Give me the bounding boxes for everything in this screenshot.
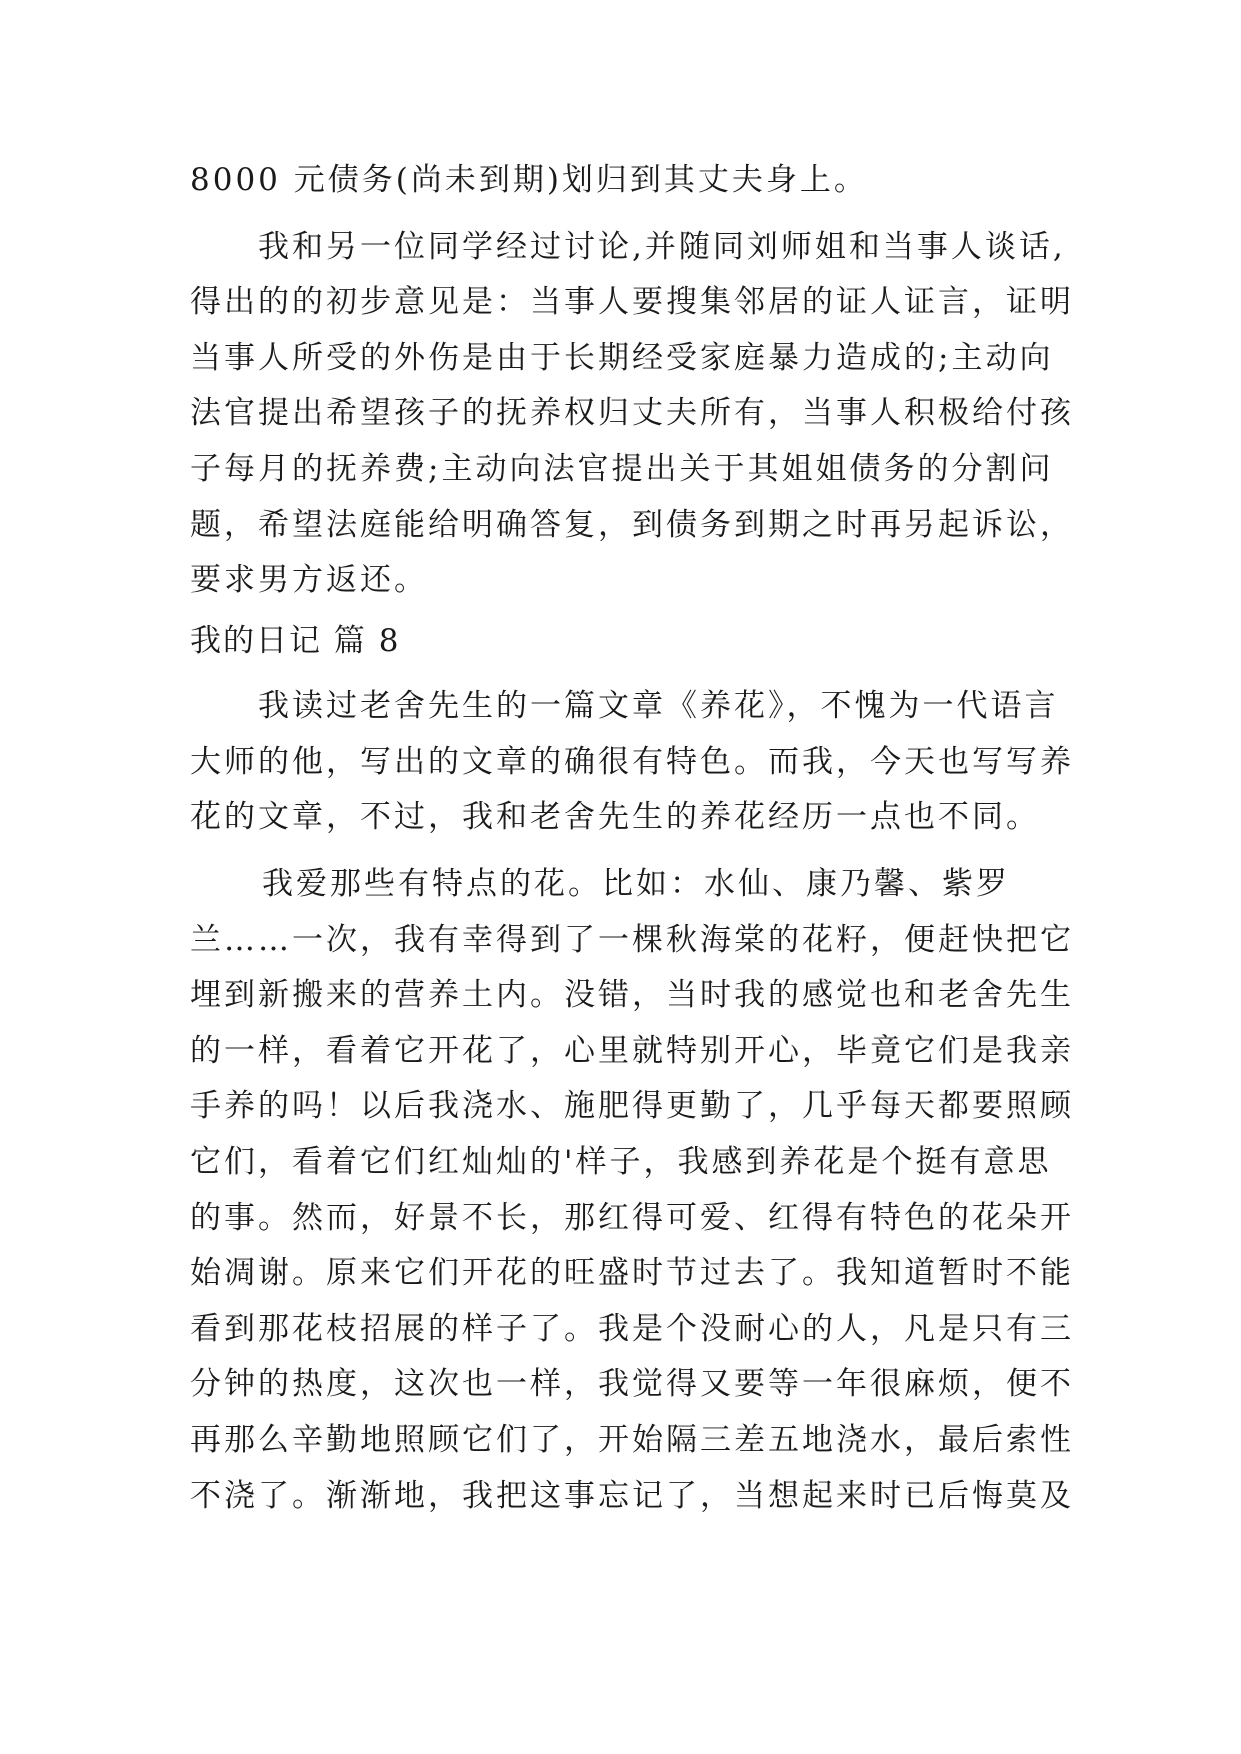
text-line: 看到那花枝招展的样子了。我是个没耐心的人，凡是只有三 bbox=[190, 1311, 1074, 1347]
text-line: 它们，看着它们红灿灿的'样子，我感到养花是个挺有意思 bbox=[190, 1144, 1052, 1180]
paragraph-start-line: 我读过老舍先生的一篇文章《养花》，不愧为一代语言 bbox=[258, 688, 1059, 724]
text-line: 的一样，看着它开花了，心里就特别开心，毕竟它们是我亲 bbox=[190, 1033, 1074, 1069]
paragraph-start-line: 我和另一位同学经过讨论,并随同刘师姐和当事人谈话, bbox=[258, 229, 1066, 265]
text-line: 子每月的抚养费;主动向法官提出关于其姐姐债务的分割问 bbox=[190, 451, 1054, 487]
text-line: 大师的他，写出的文章的确很有特色。而我，今天也写写养 bbox=[190, 744, 1074, 780]
section-heading: 我的日记 篇 8 bbox=[190, 623, 401, 659]
text-line: 花的文章，不过，我和老舍先生的养花经历一点也不同。 bbox=[190, 799, 1040, 835]
text-line: 的事。然而，好景不长，那红得可爱、红得有特色的花朵开 bbox=[190, 1200, 1074, 1236]
text-line: 埋到新搬来的营养土内。没错，当时我的感觉也和老舍先生 bbox=[190, 977, 1074, 1013]
text-line: 要求男方返还。 bbox=[190, 562, 428, 598]
text-line: 手养的吗！以后我浇水、施肥得更勤了，几乎每天都要照顾 bbox=[190, 1088, 1074, 1124]
text-line: 再那么辛勤地照顾它们了，开始隔三差五地浇水，最后索性 bbox=[190, 1422, 1074, 1458]
text-line: 题，希望法庭能给明确答复，到债务到期之时再另起诉讼， bbox=[190, 507, 1074, 543]
text-line: 当事人所受的外伤是由于长期经受家庭暴力造成的;主动向 bbox=[190, 340, 1054, 376]
text-line: 分钟的热度，这次也一样，我觉得又要等一年很麻烦，便不 bbox=[190, 1366, 1074, 1402]
text-line: 兰……一次，我有幸得到了一棵秋海棠的花籽，便赶快把它 bbox=[190, 922, 1074, 958]
text-line: 不浇了。渐渐地，我把这事忘记了，当想起来时已后悔莫及 bbox=[190, 1478, 1074, 1514]
text-line: 始凋谢。原来它们开花的旺盛时节过去了。我知道暂时不能 bbox=[190, 1255, 1074, 1291]
paragraph-start-line: 我爱那些有特点的花。比如：水仙、康乃馨、紫罗 bbox=[262, 866, 1010, 902]
text-line: 8000 元债务(尚未到期)划归到其丈夫身上。 bbox=[190, 162, 868, 198]
text-line: 得出的的初步意见是：当事人要搜集邻居的证人证言，证明 bbox=[190, 284, 1074, 320]
text-line: 法官提出希望孩子的抚养权归丈夫所有，当事人积极给付孩 bbox=[190, 395, 1074, 431]
